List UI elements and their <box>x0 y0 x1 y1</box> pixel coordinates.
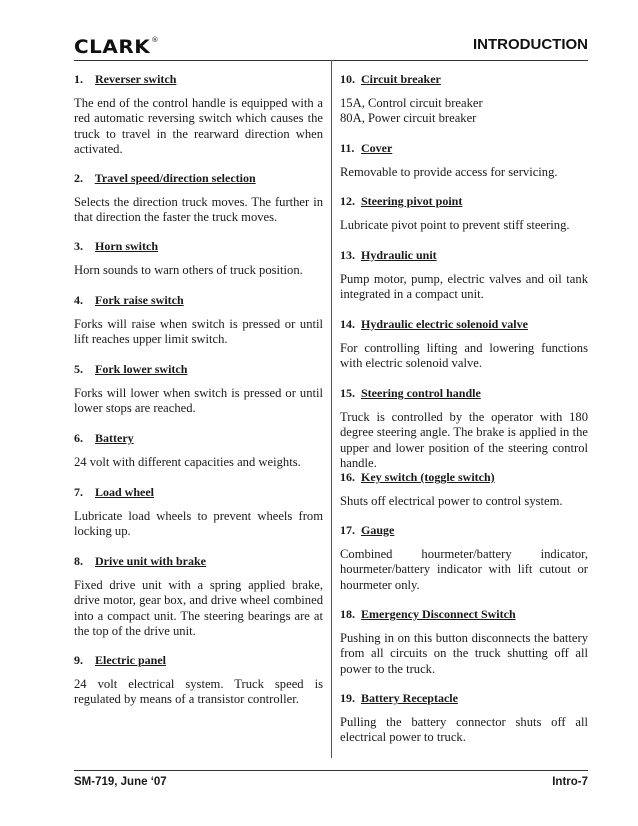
item-heading <box>340 194 588 210</box>
item-number: 15. <box>340 386 355 400</box>
item-number: 16. <box>340 470 355 484</box>
item-load-wheel <box>74 485 323 540</box>
clark-logo <box>74 36 159 58</box>
item-label: Hydraulic electric solenoid valve <box>361 317 528 331</box>
item-label: Gauge <box>361 523 395 537</box>
item-circuit-breaker <box>340 72 588 127</box>
item-heading <box>74 72 323 88</box>
item-heading <box>74 653 323 669</box>
item-number: 1. <box>74 72 83 86</box>
item-number: 17. <box>340 523 355 537</box>
item-hydraulic-unit <box>340 248 588 303</box>
item-label: Travel speed/direction selection <box>94 171 256 185</box>
item-cover <box>340 141 588 180</box>
item-description: Fixed drive unit with a spring applied brake, drive motor, gear box, and drive wheel combined into a compact unit. The steering bearings are at the top of the drive unit. <box>74 577 323 638</box>
item-number: 7. <box>74 485 83 499</box>
item-label: Cover <box>361 141 393 155</box>
item-battery-receptacle <box>340 691 588 746</box>
item-description: Truck is controlled by the operator with 180 degree steering angle. The brake is applied in the upper and lower position of the steering control handle. <box>340 409 588 470</box>
item-heading <box>340 386 588 402</box>
item-number: 3. <box>74 239 83 253</box>
item-heading <box>340 523 588 539</box>
item-label: Battery Receptacle <box>361 691 458 705</box>
item-electric-panel <box>74 653 323 708</box>
item-drive-unit <box>74 554 323 640</box>
logo-trademark: ® <box>151 36 160 44</box>
item-heading <box>74 554 323 570</box>
page-header <box>74 32 588 62</box>
item-heading <box>74 362 323 378</box>
item-fork-raise-switch <box>74 293 323 348</box>
item-number: 4. <box>74 293 83 307</box>
item-heading <box>74 171 323 187</box>
item-number: 10. <box>340 72 355 86</box>
item-label: Drive unit with brake <box>95 554 206 568</box>
item-label: Fork raise switch <box>95 293 184 307</box>
item-label: Horn switch <box>95 239 158 253</box>
item-number: 18. <box>340 607 355 621</box>
item-heading <box>340 607 588 623</box>
item-emergency-disconnect-switch <box>340 607 588 677</box>
item-number: 12. <box>340 194 355 208</box>
item-heading <box>340 317 588 333</box>
item-heading <box>74 431 323 447</box>
item-gauge <box>340 523 588 593</box>
item-description: Selects the direction truck moves. The further in that direction the faster the truck moves. <box>74 194 323 224</box>
item-description: Lubricate pivot point to prevent stiff steering. <box>340 217 570 232</box>
item-number: 14. <box>340 317 355 331</box>
item-description: 15A, Control circuit breaker 80A, Power circuit breaker <box>340 95 483 125</box>
column-divider <box>331 60 332 758</box>
item-label: Electric panel <box>95 653 166 667</box>
footer-page-number: Intro-7 <box>552 776 588 788</box>
item-label: Steering pivot point <box>361 194 463 208</box>
item-travel-speed <box>74 171 323 226</box>
item-description: Removable to provide access for servicing. <box>340 164 558 179</box>
logo-text: CLARK <box>74 36 151 58</box>
item-hydraulic-solenoid-valve <box>340 317 588 372</box>
item-description: Pump motor, pump, electric valves and oil tank integrated in a compact unit. <box>340 271 588 301</box>
item-description: Pulling the battery connector shuts off all electrical power to truck. <box>340 714 588 744</box>
item-label: Battery <box>95 431 134 445</box>
item-label: Fork lower switch <box>95 362 188 376</box>
item-horn-switch <box>74 239 323 278</box>
item-key-switch <box>340 470 588 509</box>
item-heading <box>340 691 588 707</box>
item-label: Hydraulic unit <box>361 248 437 262</box>
item-description: Combined hourmeter/battery indicator, hourmeter/battery indicator with lift cutout or hourmeter only. <box>340 546 588 592</box>
item-heading <box>74 485 323 501</box>
item-heading <box>340 248 588 264</box>
item-heading <box>74 239 323 255</box>
item-heading <box>340 72 588 88</box>
item-number: 9. <box>74 653 83 667</box>
item-steering-pivot-point <box>340 194 588 233</box>
item-number: 5. <box>74 362 83 376</box>
item-label: Circuit breaker <box>361 72 441 86</box>
item-steering-control-handle <box>340 386 588 472</box>
item-description: Horn sounds to warn others of truck position. <box>74 262 303 277</box>
item-description: Forks will raise when switch is pressed or until lift reaches upper limit switch. <box>74 316 323 346</box>
item-number: 8. <box>74 554 83 568</box>
item-label: Reverser switch <box>95 72 177 86</box>
item-fork-lower-switch <box>74 362 323 417</box>
item-label: Steering control handle <box>361 386 481 400</box>
item-number: 19. <box>340 691 355 705</box>
item-label: Key switch (toggle switch) <box>361 470 495 484</box>
item-description: Forks will lower when switch is pressed or until lower stops are reached. <box>74 385 323 415</box>
item-label: Emergency Disconnect Switch <box>361 607 516 621</box>
item-description: 24 volt with different capacities and weights. <box>74 454 301 469</box>
section-title: INTRODUCTION <box>473 36 588 53</box>
item-heading <box>74 293 323 309</box>
item-battery <box>74 431 323 470</box>
item-number: 2. <box>74 171 83 185</box>
item-description: For controlling lifting and lowering functions with electric solenoid valve. <box>340 340 588 370</box>
item-description: Shuts off electrical power to control system. <box>340 493 563 508</box>
footer-manual-id: SM-719, June ‘07 <box>74 776 167 788</box>
item-description: 24 volt electrical system. Truck speed is regulated by means of a transistor controller. <box>74 676 323 706</box>
item-reverser-switch <box>74 72 323 158</box>
item-description: The end of the control handle is equipped with a red automatic reversing switch which causes the truck to travel in the rearward direction when activated. <box>74 95 323 156</box>
item-number: 6. <box>74 431 83 445</box>
item-description: Pushing in on this button disconnects the battery from all circuits on the truck shutting off all power to the truck. <box>340 630 588 676</box>
item-number: 13. <box>340 248 355 262</box>
item-number: 11. <box>340 141 355 155</box>
item-label: Load wheel <box>95 485 155 499</box>
item-heading <box>340 141 588 157</box>
item-description: Lubricate load wheels to prevent wheels from locking up. <box>74 508 323 538</box>
item-heading <box>340 470 588 486</box>
footer-rule <box>74 770 588 771</box>
